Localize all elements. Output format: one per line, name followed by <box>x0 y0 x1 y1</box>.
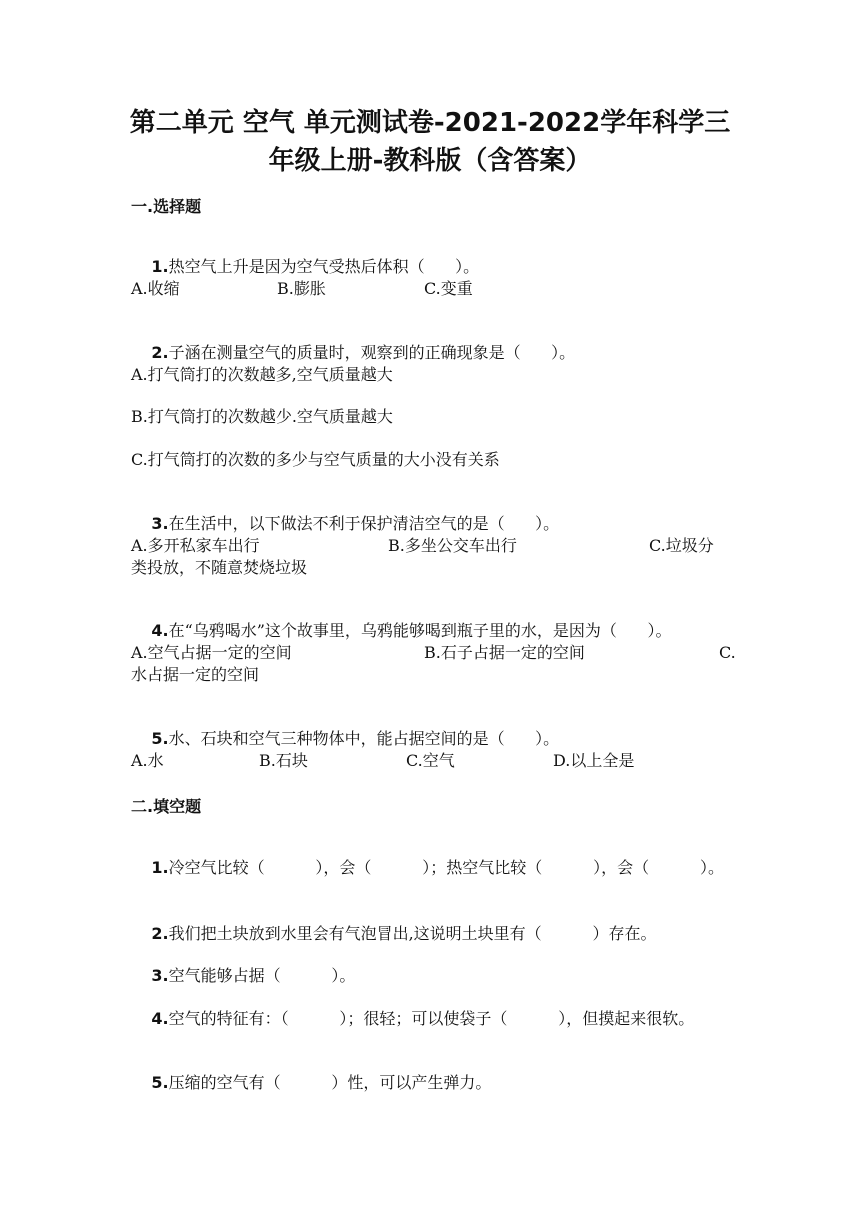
option-d: D.以上全是 <box>553 751 635 770</box>
question-number: 3. <box>151 966 169 985</box>
option-c: C.垃圾分类投放，不随意焚烧垃圾 <box>131 536 714 577</box>
option-b: B.石子占据一定的空间 <box>424 643 585 662</box>
question-number: 1. <box>151 858 169 877</box>
question-text: 空气的特征有：（ ）；很轻；可以使袋子（ ），但摸起来很软。 <box>168 1009 695 1028</box>
title-line-2: 年级上册-教科版（含答案） <box>268 146 592 176</box>
option-b: B.膨胀 <box>277 279 326 298</box>
fill-question-4 <box>131 986 726 1052</box>
question-number: 2. <box>151 924 169 943</box>
question-text: 空气能够占据（ ）。 <box>168 966 356 985</box>
option-b: B.多坐公交车出行 <box>388 536 517 555</box>
question-number: 5. <box>151 1073 169 1092</box>
document-title <box>100 104 760 180</box>
option-b: B.石块 <box>259 751 308 770</box>
question-text: 热空气上升是因为空气受热后体积（ ）。 <box>168 257 480 276</box>
option-c: C.变重 <box>424 279 473 298</box>
question-text: 子涵在测量空气的质量时，观察到的正确现象是（ ）。 <box>168 343 576 362</box>
option-a: A.打气筒打的次数越多,空气质量越大 <box>131 365 393 384</box>
title-line-1: 第二单元 空气 单元测试卷-2021-2022学年科学三 <box>129 108 731 138</box>
section-heading-fill: 二.填空题 <box>131 797 202 816</box>
option-c: C.打气筒打的次数的多少与空气质量的大小没有关系 <box>131 450 500 469</box>
question-text: 在“乌鸦喝水”这个故事里，乌鸦能够喝到瓶子里的水，是因为（ ）。 <box>168 621 672 640</box>
option-c: C.水占据一定的空间 <box>131 643 736 684</box>
question-number: 1. <box>151 257 169 276</box>
option-c: C.空气 <box>406 751 455 770</box>
question-number: 4. <box>151 621 169 640</box>
option-a: A.收缩 <box>131 279 180 298</box>
question-text: 在生活中，以下做法不利于保护清洁空气的是（ ）。 <box>168 514 560 533</box>
option-a: A.空气占据一定的空间 <box>131 643 292 662</box>
question-number: 4. <box>151 1009 169 1028</box>
option-a: A.多开私家车出行 <box>131 536 260 555</box>
question-text: 冷空气比较（ ），会（ ）；热空气比较（ ），会（ ）。 <box>168 858 725 877</box>
question-number: 3. <box>151 514 169 533</box>
question-text: 我们把土块放到水里会有气泡冒出,这说明土块里有（ ）存在。 <box>168 924 657 943</box>
question-text: 水、石块和空气三种物体中，能占据空间的是（ ）。 <box>168 729 560 748</box>
question-text: 压缩的空气有（ ）性，可以产生弹力。 <box>168 1073 492 1092</box>
option-b: B.打气筒打的次数越少.空气质量越大 <box>131 407 393 426</box>
question-number: 2. <box>151 343 169 362</box>
option-a: A.水 <box>131 751 164 770</box>
question-number: 5. <box>151 729 169 748</box>
fill-question-1 <box>131 835 726 901</box>
section-heading-choice: 一.选择题 <box>131 197 202 216</box>
fill-question-5 <box>131 1050 731 1116</box>
